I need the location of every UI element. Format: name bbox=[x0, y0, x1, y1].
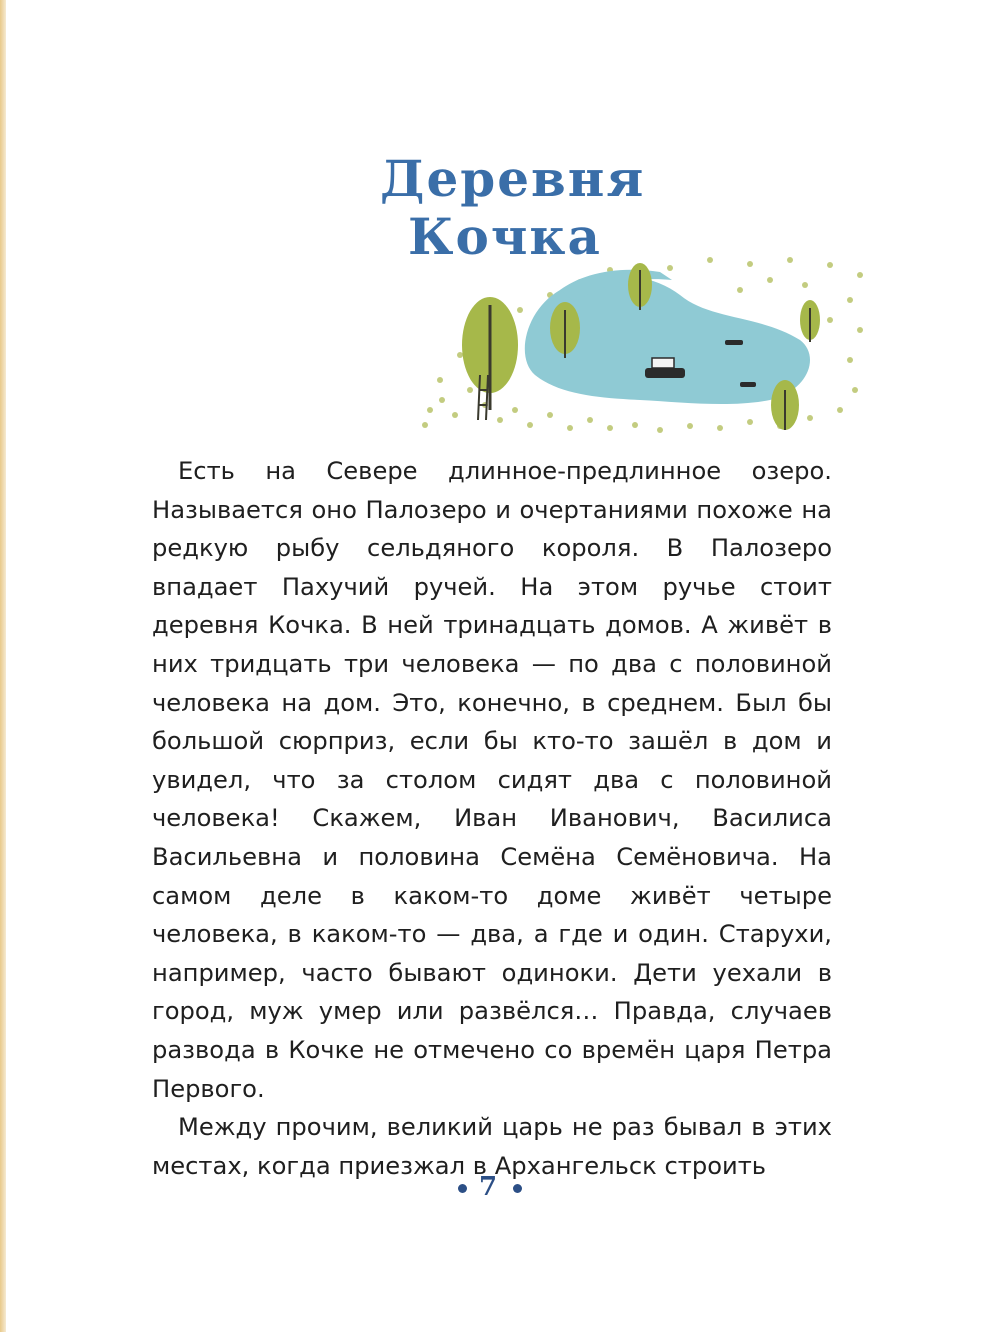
chapter-title bbox=[380, 149, 646, 266]
paragraph: Есть на Севере длинное-предлинное озеро. Называется оно Палозеро и очертаниями похоже на редкую рыбу сельдяного короля. В Палозеро впадает Пахучий ручей. На этом ручье стоит деревня Кочка. В ней тринадцать домов. А живёт в них тридцать три человека — по два с половиной человека на дом. Это, конечно, в среднем. Был бы большой сюрприз, если бы кто-то зашёл в дом и увидел, что за столом сидят два с половиной человека! Скажем, Иван Иванович, Василиса Васильевна и половина Семёна Семёновича. На самом деле в каком-то доме живёт четыре человека, в каком-то — два, а где и один. Старухи, например, часто бывают одиноки. Дети уехали в город, муж умер или развёлся… Правда, случаев развода в Кочке не отмечено со времён царя Петра Первого. bbox=[152, 457, 832, 1103]
bullet-icon bbox=[513, 1184, 522, 1193]
small-boat-icon bbox=[725, 340, 743, 345]
chapter-title-line-2: Кочка bbox=[408, 207, 602, 266]
willow-tree-icon bbox=[462, 297, 518, 420]
chapter-title-line-1: Деревня bbox=[380, 149, 646, 208]
page-number-value: 7 bbox=[478, 1172, 502, 1202]
bullet-icon bbox=[458, 1184, 467, 1193]
tree-icon-3 bbox=[771, 380, 799, 430]
tree-icon-4 bbox=[800, 300, 820, 342]
page-number bbox=[440, 1172, 540, 1202]
page-edge bbox=[0, 0, 6, 1332]
small-boat-icon-2 bbox=[740, 382, 756, 387]
paragraph: Между прочим, великий царь не раз бывал в этих местах, когда приезжал в Архангельск строить bbox=[152, 1113, 832, 1180]
lake-landscape-illustration bbox=[410, 250, 870, 440]
body-text bbox=[152, 452, 832, 1185]
